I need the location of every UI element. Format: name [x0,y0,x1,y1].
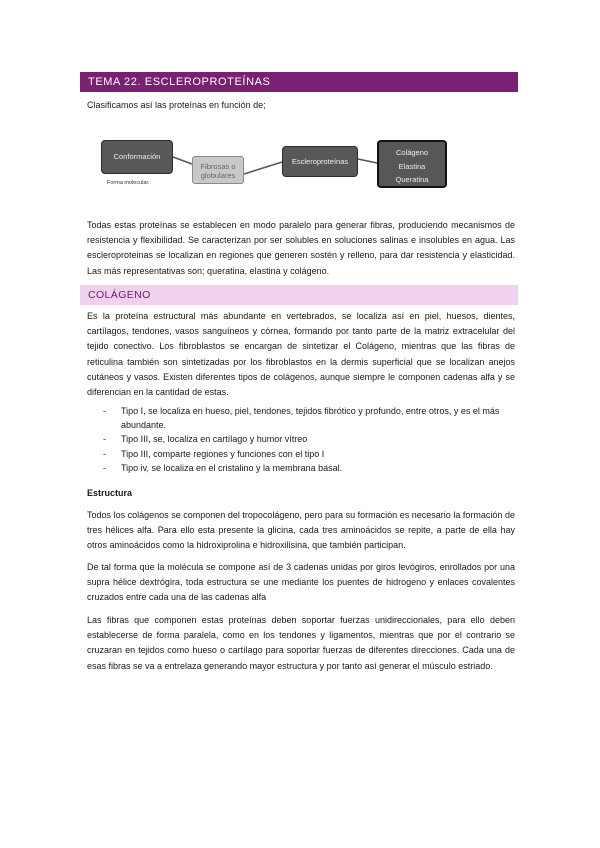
page-title: TEMA 22. ESCLEROPROTEÍNAS [80,72,518,92]
connector-3 [358,159,377,163]
diagram-item-elastina: Elastina [398,161,426,171]
paragraph-structure-1: Todos los colágenos se componen del tropocolágeno, pero para su formación es necesario la formación de tres hélices alfa. Para ello esta presente la glicina, cada tres aminoácidos se repite, a parte de ella hay otros aminoácidos como la hidroxiprolina e hidroxilisina, que también participan. [87,510,515,551]
diagram-box-fibrosas: Fibrosas o globulares [192,156,244,184]
connector-1 [173,157,192,164]
structure-heading: Estructura [87,488,133,498]
diagram-item-queratina: Queratina [395,175,429,184]
section-title-colageno: COLÁGENO [80,285,518,305]
list-item: - Tipo III, comparte regiones y funciones con el tipo I [103,447,515,461]
list-dash: - [103,448,106,459]
paragraph-structure-3: Las fibras que componen estas proteínas deben soportar fuerzas unidireccionales, para ello deben establecerse de forma paralela, como en los tendones y ligamentos, mientras que por el contrario se cruzaran en tejidos como hueso o cartílago para soportar fuerzas de diferentes direcciones. Cada una de esas fibras se va a entrelaza generando mayor estructura y por tanto así generar el músculo estriado. [87,615,515,671]
diagram-box-proteins [377,140,447,188]
intro-text: Clasificamos así las proteínas en función de; [87,100,266,110]
diagram-box-conformacion: Conformación [101,140,173,174]
diagram-note: Forma molecular. [107,180,150,186]
list-item: - Tipo iv, se localiza en el cristalino y la membrana basal. [103,461,515,475]
diagram-item-colageno: Colágeno [395,148,429,157]
list-dash: - [103,434,106,445]
diagram-box-escleroproteinas: Escleroproteínas [282,146,358,177]
list-item: - Tipo III, se, localiza en cartílago y humor vítreo [103,432,515,446]
list-dash: - [103,462,106,473]
paragraph-colageno: Es la proteína estructural más abundante en vertebrados, se localiza así en piel, huesos, dientes, cartílagos, tendones, vasos sanguíneos y córnea, formando por tanto parte de la matriz extracelular del tejido conectivo. Los fibroblastos se encargan de sintetizar el Colágeno, mientras que las fibras de reticulina también son sintetizadas por los fibroblastos en la dermis superficial que se localizan anejos cutáneos y vasos. Existen diferentes tipos de colágenos, aunque siempre le componen cadenas alfa y se diferencian en la cantidad de estas. [87,311,515,398]
list-dash: - [103,406,106,416]
collagen-types-list [103,404,515,475]
list-item: - Tipo I, se localiza en hueso, piel, tendones, tejidos fibrótico y profundo, entre otros, y es el más abundante. [103,406,500,431]
paragraph-escleroproteinas: Todas estas proteínas se establecen en modo paralelo para generar fibras, produciendo mecanismos de resistencia y flexibilidad. Se caracterizan por ser solubles en soluciones salinas e insolubles en agua. Las escleroproteinas se localizan en regiones que generen sostén y relleno, para dar resistencia y elasticidad. Las más representativas son; queratina, elastina y colágeno. [87,220,515,276]
connector-2 [244,162,282,174]
paragraph-structure-2: De tal forma que la molécula se compone así de 3 cadenas unidas por giros levógiros, enrollados por una supra hélice dextrógira, toda estructura se une mediante los puentes de hidrogeno y enlaces covalentes cruzados entre cada una de las cadenas alfa [87,562,515,603]
